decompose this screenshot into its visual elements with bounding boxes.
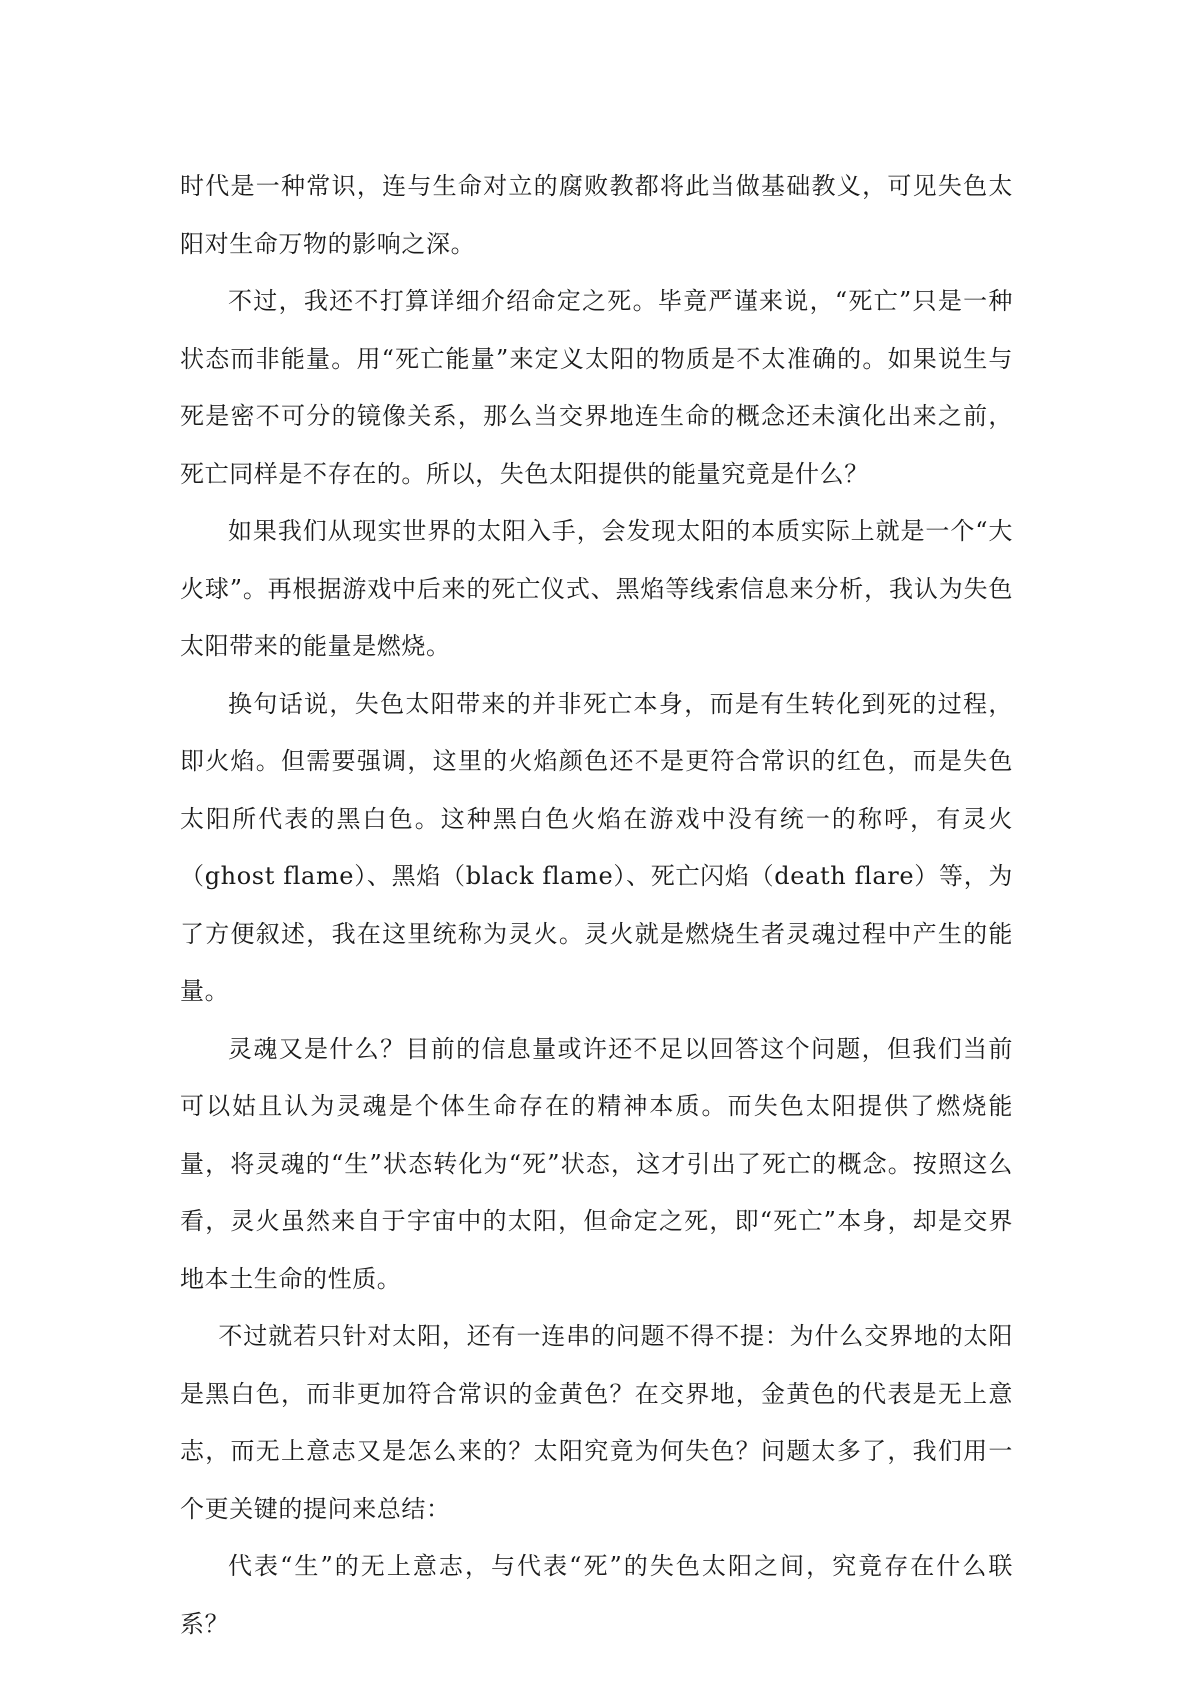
paragraph-5: 灵魂又是什么？目前的信息量或许还不足以回答这个问题，但我们当前可以姑且认为灵魂是个体生命存在的精神本质。而失色太阳提供了燃烧能量，将灵魂的“生”状态转化为“死”状态，这才引出了死亡的概念。按照这么看，灵火虽然来自于宇宙中的太阳，但命定之死，即“死亡”本身，却是交界地本土生命的性质。 — [180, 1034, 1013, 1293]
paragraph-7: 代表“生”的无上意志，与代表“死”的失色太阳之间，究竟存在什么联系？ — [180, 1552, 1013, 1638]
paragraph-6: 不过就若只针对太阳，还有一连串的问题不得不提：为什么交界地的太阳是黑白色，而非更加符合常识的金黄色？在交界地，金黄色的代表是无上意志，而无上意志又是怎么来的？太阳究竟为何失色？问题太多了，我们用一个更关键的提问来总结： — [180, 1322, 1013, 1523]
paragraph-3: 如果我们从现实世界的太阳入手，会发现太阳的本质实际上就是一个“大火球”。再根据游戏中后来的死亡仪式、黑焰等线索信息来分析，我认为失色太阳带来的能量是燃烧。 — [180, 517, 1013, 660]
paragraph-4: 换句话说，失色太阳带来的并非死亡本身，而是有生转化到死的过程，即火焰。但需要强调，这里的火焰颜色还不是更符合常识的红色，而是失色太阳所代表的黑白色。这种黑白色火焰在游戏中没有统一的称呼，有灵火（ghost flame）、黑焰（black flame）、死亡闪焰（death flare）等，为了方便叙述，我在这里统称为灵火。灵火就是燃烧生者灵魂过程中产生的能量。 — [180, 689, 1013, 1005]
document-page — [180, 158, 1013, 1653]
paragraph-1: 时代是一种常识，连与生命对立的腐败教都将此当做基础教义，可见失色太阳对生命万物的影响之深。 — [180, 172, 1013, 258]
paragraph-2: 不过，我还不打算详细介绍命定之死。毕竟严谨来说，“死亡”只是一种状态而非能量。用“死亡能量”来定义太阳的物质是不太准确的。如果说生与死是密不可分的镜像关系，那么当交界地连生命的概念还未演化出来之前，死亡同样是不存在的。所以，失色太阳提供的能量究竟是什么？ — [180, 287, 1013, 488]
